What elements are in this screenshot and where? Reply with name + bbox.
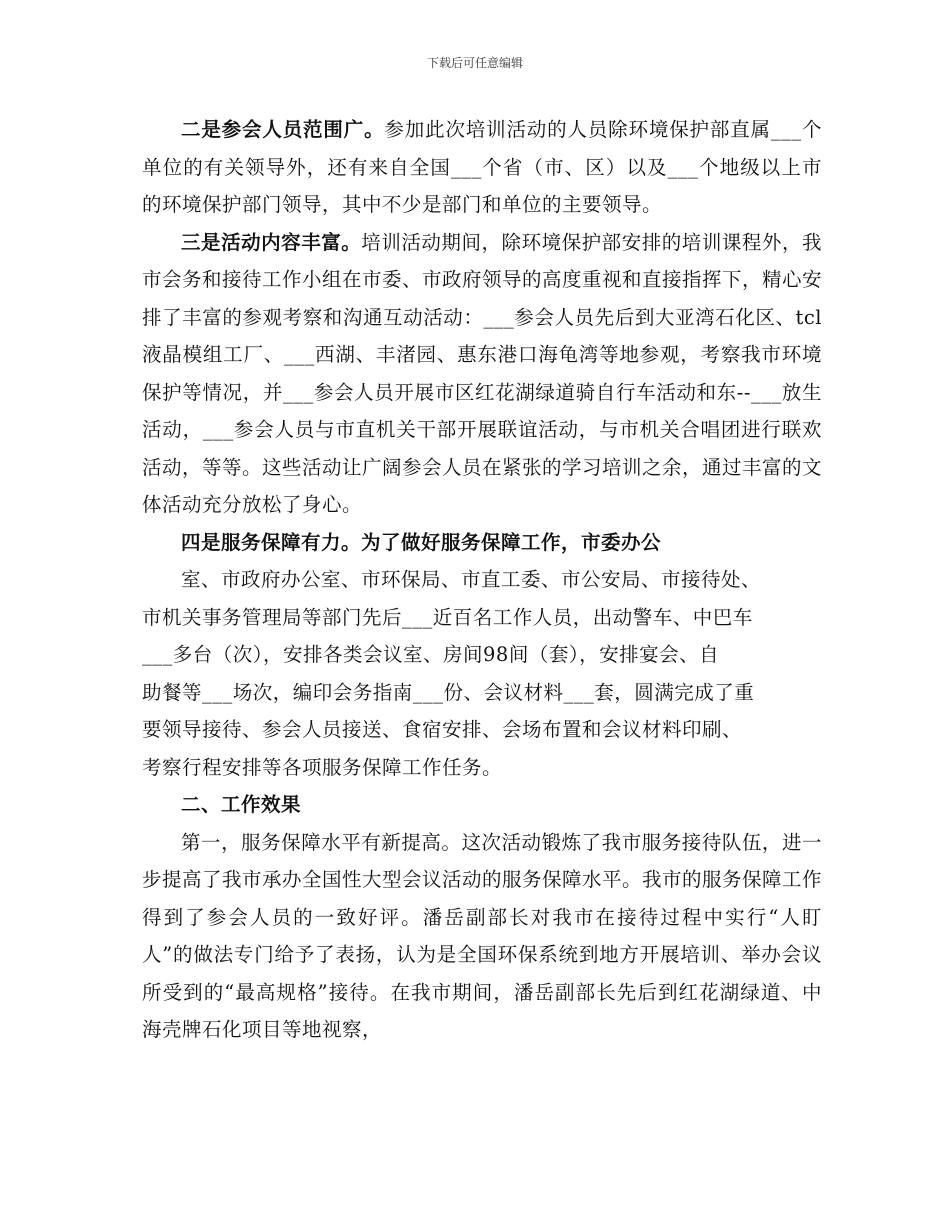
paragraph-text: 第一，服务保障水平有新提高。这次活动锻炼了我市服务接待队伍，进一步提高了我市承办全国性大型会议活动的服务保障水平。我市的服务保障工作得到了参会人员的一致好评。潘岳副部长对我市在接待过程中实行“人盯人”的做法专门给予了表扬，认为是全国环保系统到地方开展培训、举办会议所受到的“最高规格”接待。在我市期间，潘岳副部长先后到红花湖绿道、中海壳牌石化项目等地视察，: [142, 830, 823, 1041]
section-heading: 二、工作效果: [181, 793, 302, 816]
document-body: [142, 111, 822, 1049]
paragraph-line: 要领导接待、参会人员接送、食宿安排、会场布置和会议材料印刷、: [142, 718, 743, 741]
paragraph-participants: [142, 111, 822, 224]
paragraph-lead: 四是服务保障有力。为了做好服务保障工作，市委办公: [181, 530, 662, 554]
paragraph-lead: 二是参会人员范围广。: [181, 118, 385, 141]
paragraph-line: 考察行程安排等各项服务保障工作任务。: [142, 755, 503, 779]
paragraph-text: 培训活动期间，除环境保护部安排的培训课程外，我市会务和接待工作小组在市委、市政府领导的高度重视和直接指挥下，精心安排了丰富的参观考察和沟通互动活动：___参会人员先后到大亚湾石化区、tcl液晶模组工厂、___西湖、丰渚园、惠东港口海龟湾等地参观，考察我市环境保护等情况，并___参会人员开展市区红花湖绿道骑自行车活动和东--___放生活动，___参会人员与市直机关干部开展联谊活动，与市机关合唱团进行联欢活动，等等。这些活动让广阔参会人员在紧张的学习培训之余，通过丰富的文体活动充分放松了身心。: [142, 230, 823, 516]
paragraph-line: 市机关事务管理局等部门先后___近百名工作人员，出动警车、中巴车: [142, 605, 753, 629]
paragraph-lead: 三是活动内容丰富。: [181, 230, 362, 254]
page-header-note: 下载后可任意编辑: [426, 56, 523, 70]
paragraph-service: [142, 524, 822, 787]
paragraph-results: [142, 824, 822, 1049]
paragraph-activities: [142, 224, 822, 524]
paragraph-line: 室、市政府办公室、市环保局、市直工委、市公安局、市接待处、: [181, 568, 762, 591]
paragraph-line: ___多台（次），安排各类会议室、房间98间（套），安排宴会、自: [142, 643, 720, 666]
paragraph-line: 助餐等___场次，编印会务指南___份、会议材料___套，圆满完成了重: [142, 680, 755, 704]
paragraph-text: 参加此次培训活动的人员除环境保护部直属___个单位的有关领导外，还有来自全国___个省（市、区）以及___个地级以上市的环境保护部门领导，其中不少是部门和单位的主要领导。: [142, 118, 822, 216]
